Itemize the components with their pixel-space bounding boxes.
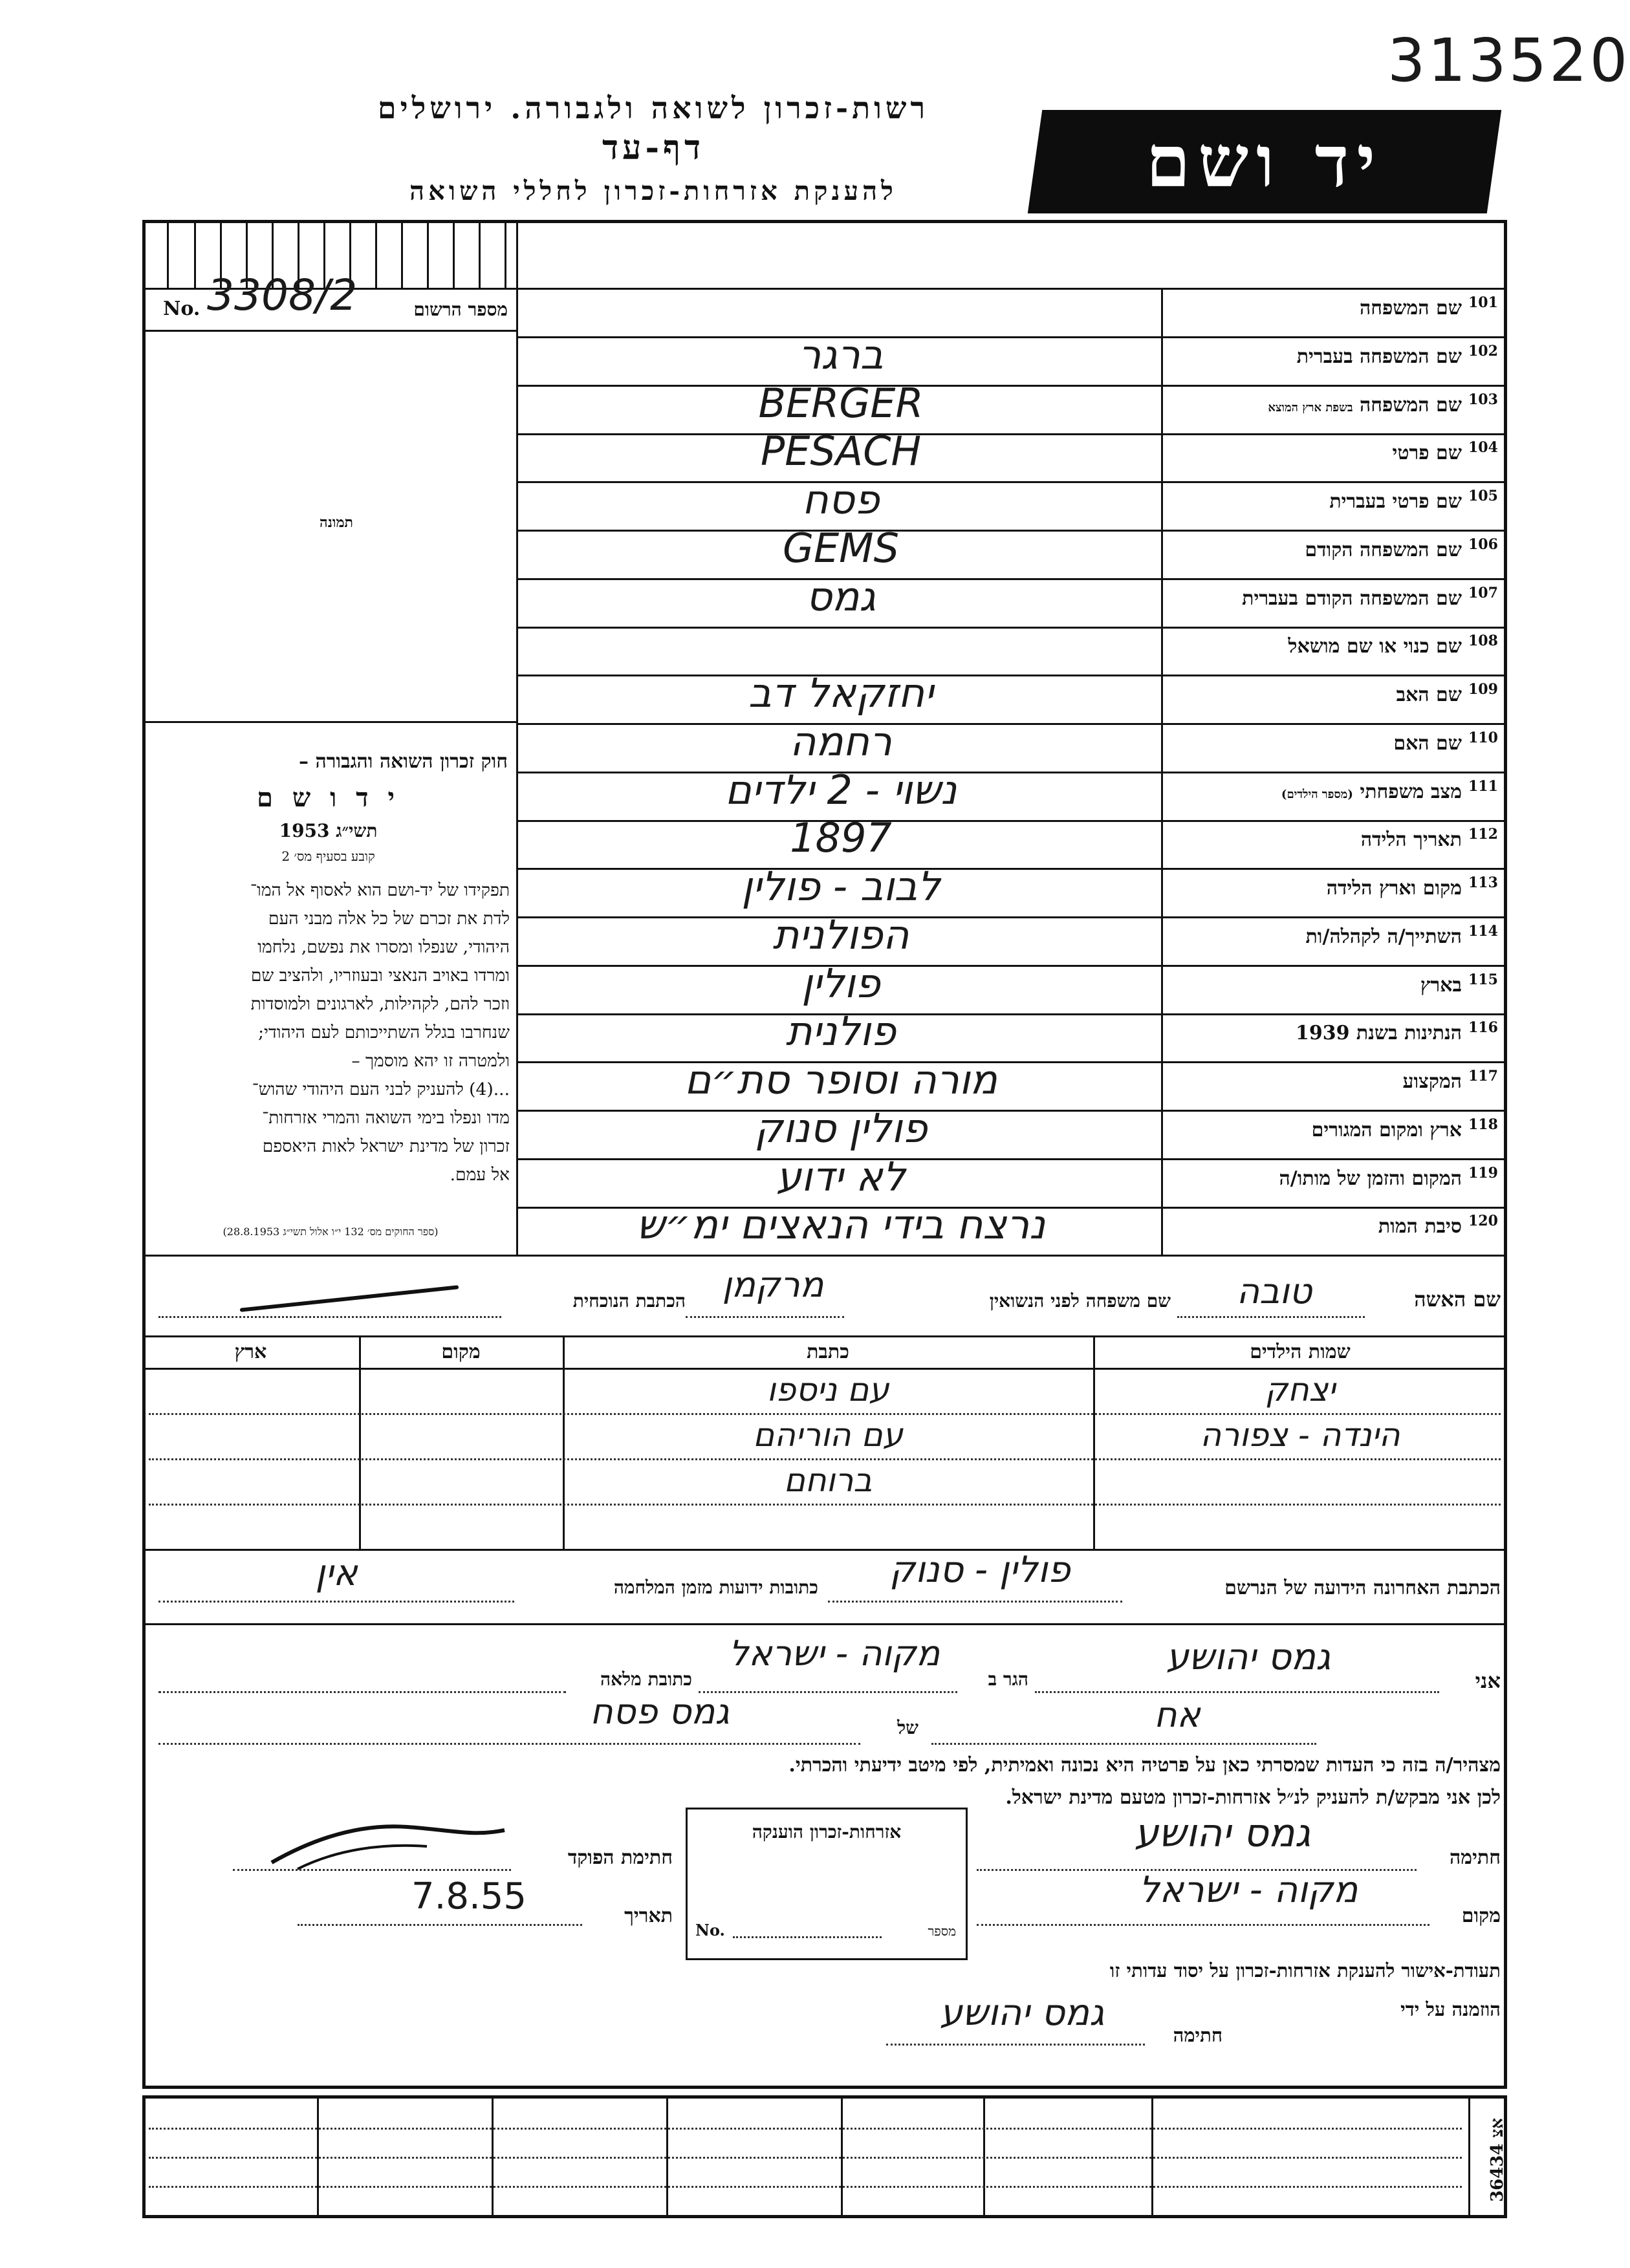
field-label-small: בשפת ארץ המוצא (1268, 401, 1353, 415)
last-address-bottom (142, 1623, 1507, 1625)
official-date-line (298, 1924, 582, 1926)
field-row-line (516, 1255, 1507, 1257)
field-label-text: שם האב (1396, 684, 1462, 706)
of-label: של (897, 1717, 918, 1738)
declarant-place-line (977, 1924, 1429, 1926)
field-value[interactable]: פסח (802, 476, 880, 523)
registration-no-label: No. (163, 297, 201, 320)
field-value[interactable]: 1897 (790, 814, 892, 861)
field-value[interactable]: מורה וסופר סת״ם (684, 1056, 997, 1103)
field-label-text: המקצוע (1402, 1070, 1462, 1093)
strip-cell (194, 220, 196, 288)
full-address-label: כתובת מלאה (600, 1669, 692, 1690)
field-number: 119 (1468, 1165, 1498, 1182)
field-number: 108 (1468, 632, 1498, 649)
field-number: 101 (1468, 294, 1498, 311)
declaration-line-2: לכן אני מבקש/ת להעניק לנ״ל אזרחות-זכרון מטעם מדינת ישראל. (1005, 1786, 1501, 1809)
field-value[interactable]: לא ידוע (776, 1153, 906, 1200)
strip-cell (479, 220, 481, 288)
bottom-dotline (149, 2186, 1462, 2188)
law-line: לדת את זכרם של כל אלה מבני העם (268, 909, 510, 929)
field-value[interactable]: יחזקאל דב (748, 669, 933, 717)
current-address-label: הכתבת הנוכחית (572, 1290, 686, 1312)
field-number: 112 (1468, 826, 1498, 843)
field-value[interactable]: גמס (806, 573, 876, 620)
child-name[interactable]: הינדה - צפורה (1200, 1416, 1400, 1454)
official-signature-scribble (259, 1811, 517, 1882)
field-number: 114 (1468, 923, 1498, 940)
maiden-name[interactable]: מרקמן (722, 1264, 824, 1305)
field-label-text: שם פרטי בעברית (1329, 490, 1462, 513)
field-label (1171, 442, 1462, 464)
page-title: דף-עד (602, 128, 704, 167)
child-row-line (149, 1504, 1501, 1506)
field-value[interactable]: ברגר (798, 331, 884, 378)
child-row-line (149, 1413, 1501, 1415)
declarant-signature[interactable]: גמס יהושע (1134, 1811, 1311, 1856)
bottom-col (1468, 2095, 1470, 2218)
date-label: תאריך (624, 1905, 673, 1927)
field-label-text: שם פרטי (1392, 442, 1462, 464)
citizenship-box (686, 1808, 968, 1960)
law-line: וזכר להם, לקהילות, לארגונים ולמוסדות (250, 994, 510, 1014)
wife-name-line (1177, 1316, 1365, 1318)
child-name[interactable]: יצחק (1265, 1371, 1336, 1409)
relation-line (931, 1743, 1316, 1745)
law-line: אל עמם. (450, 1165, 510, 1185)
field-number: 117 (1468, 1068, 1498, 1085)
strip-cell (401, 220, 403, 288)
declarant-name-line (1035, 1691, 1439, 1693)
children-table-top (142, 1335, 1507, 1337)
field-value[interactable]: לבוב - פולין (741, 863, 940, 910)
field-label-text: בארץ (1420, 974, 1462, 997)
archive-number: 313520 (1387, 26, 1630, 95)
field-label (1171, 781, 1462, 803)
field-label (1171, 1070, 1462, 1093)
field-label (1171, 587, 1462, 610)
field-label (1171, 345, 1462, 368)
law-line: ולמטרה זו יהא מוסמך – (351, 1051, 510, 1071)
certificate-line-1: תעודת-אישור להענקת אזרחות-זכרון על יסוד עדותי זו (1109, 1960, 1501, 1982)
child-address[interactable]: ברוחם (783, 1462, 873, 1499)
certificate-signature-label: חתימה (1173, 2024, 1222, 2046)
wife-label: שם האשה (1414, 1287, 1501, 1312)
law-body (150, 876, 510, 1189)
field-label (1171, 1215, 1462, 1238)
field-label (1171, 974, 1462, 997)
field-number: 110 (1468, 729, 1498, 746)
authority-title: רשות-זכרון לשואה ולגבורה. ירושלים (377, 91, 929, 125)
field-number: 113 (1468, 874, 1498, 891)
declaration-line-1: מצהיר/ה בזה כי העדות שמסרתי כאן על פרטיה היא נכונה ואמיתית, לפי מיטב ידיעתי והכרתי. (788, 1754, 1501, 1777)
declarant-place[interactable]: מקוה - ישראל (1138, 1869, 1358, 1911)
field-label (1171, 732, 1462, 755)
field-label-text: ארץ ומקום המגורים (1311, 1119, 1462, 1141)
strip-cell (453, 220, 455, 288)
field-label-text: המקום והזמן של מותו/ה (1279, 1167, 1462, 1190)
current-address-line (158, 1316, 501, 1318)
field-number: 104 (1468, 439, 1498, 456)
field-label-text: השתייך/ה לקהלה/ות (1305, 925, 1462, 948)
children-col-divider (1093, 1335, 1095, 1549)
field-number: 118 (1468, 1116, 1498, 1133)
child-row-line (149, 1458, 1501, 1460)
law-line: זכרון של מדינת ישראל לאות היאספם (262, 1136, 510, 1156)
war-address-line (158, 1601, 514, 1603)
field-label (1171, 490, 1462, 513)
citizenship-no-label: No. (695, 1921, 725, 1939)
war-address-label: כתובות ידועות מזמן המלחמה (613, 1577, 818, 1598)
children-header-names: שמות הילדים (1250, 1341, 1351, 1363)
law-line: שנחרבו בגלל השתייכותם לעם היהודי; (258, 1022, 510, 1042)
field-number: 105 (1468, 488, 1498, 504)
field-label-text: הנתינות בשנת 1939 (1295, 1022, 1462, 1044)
photo-label: תמונה (320, 514, 353, 531)
field-label-text: שם המשפחה הקודם בעברית (1242, 587, 1462, 610)
law-line: ומרדו באויב הנאצי ובעוזריו, ולהציב שם (250, 966, 510, 986)
war-address[interactable]: אין (315, 1552, 358, 1594)
field-label (1171, 828, 1462, 851)
field-label-text: שם כנוי או שם מושאל (1288, 635, 1462, 658)
child-address[interactable]: עם ניספו (766, 1371, 889, 1409)
citizenship-number-label: מספר (928, 1923, 956, 1939)
field-number: 107 (1468, 585, 1498, 601)
place-label: מקום (1461, 1905, 1501, 1927)
certificate-signature-line (886, 2044, 1145, 2046)
citizenship-box-title: אזרחות-זכרון הוענקה (752, 1821, 902, 1842)
field-value[interactable]: הפולנית (772, 911, 909, 958)
resides-label: הגר ב (988, 1669, 1028, 1690)
field-value[interactable]: BERGER (758, 380, 924, 427)
field-value[interactable]: רחמה (789, 718, 893, 765)
field-label-text: שם האם (1393, 732, 1462, 755)
photo-bottom-line (142, 721, 516, 723)
strip-cell (375, 220, 377, 288)
official-signature-label: חתימת הפוקד (567, 1846, 673, 1869)
declarant-i-label: אני (1475, 1669, 1501, 1693)
field-label-text: מקום וארץ הלידה (1326, 877, 1462, 900)
last-address[interactable]: פולין - סנוק (889, 1549, 1070, 1591)
children-header-country: ארץ (234, 1341, 267, 1363)
field-value[interactable]: פולין סנוק (754, 1105, 928, 1152)
field-value[interactable]: פולנית (785, 1008, 896, 1055)
field-number: 111 (1468, 778, 1498, 795)
field-label (1171, 684, 1462, 706)
field-label (1171, 394, 1462, 416)
children-col-divider (563, 1335, 565, 1549)
field-label-text: שם המשפחה (1359, 297, 1462, 319)
law-clause: קובע בסעיף מס׳ 2 (281, 848, 375, 864)
law-footnote: (ספר החוקים מס׳ 132 י״ו אלול תשי״ג 28.8.1953) (223, 1226, 439, 1238)
field-number: 109 (1468, 681, 1498, 698)
side-code: אצ 36434 (1487, 2118, 1507, 2202)
field-value[interactable]: נשוי - 2 ילדים (724, 766, 957, 814)
field-number: 106 (1468, 536, 1498, 553)
field-value[interactable]: פולין (801, 960, 880, 1007)
child-address[interactable]: עם הוריהם (753, 1416, 903, 1454)
field-label (1171, 635, 1462, 658)
law-year: תשי״ג 1953 (279, 820, 378, 841)
field-label-text: שם המשפחה בעברית (1296, 345, 1462, 368)
field-number: 102 (1468, 343, 1498, 360)
official-signature-line (233, 1869, 511, 1871)
field-label-text: תאריך הלידה (1360, 828, 1462, 851)
children-header-line (142, 1368, 1507, 1370)
declarant-signature-label: חתימה (1450, 1846, 1501, 1869)
field-value[interactable]: GEMS (782, 524, 900, 572)
field-value[interactable]: נרצח בידי הנאצים ימ״ש (636, 1201, 1046, 1248)
field-label (1171, 925, 1462, 948)
certificate-line-2: הוזמנה על ידי (1400, 1998, 1501, 2020)
relation[interactable]: אח (1154, 1694, 1201, 1735)
field-label-text: מצב משפחתי (1360, 781, 1462, 803)
law-line: תפקידו של יד-ושם הוא לאסוף אל המו־ (250, 880, 510, 900)
citizenship-number-line (733, 1936, 882, 1938)
of-line (158, 1743, 860, 1745)
law-line: היהודי, שנפלו ומסרו את נפשם, נלחמו (257, 937, 510, 957)
maiden-name-line (686, 1316, 844, 1318)
declarant-name[interactable]: גמס יהושע (1166, 1636, 1331, 1678)
field-number: 120 (1468, 1213, 1498, 1229)
field-label (1171, 297, 1462, 319)
law-name: י ד ו ש ם (257, 783, 400, 813)
field-number: 116 (1468, 1019, 1498, 1036)
law-line: ...(4) להעניק לבני העם היהודי שהוש־ (252, 1079, 510, 1099)
left-column-divider (516, 220, 518, 1255)
field-label-small: (מספר הילדים) (1281, 788, 1353, 801)
law-line: מדו ונפלו בימי השואה והמרי אזרחות־ (262, 1108, 510, 1128)
law-title: חוק זכרון השואה והגבורה – (299, 750, 508, 773)
bottom-dotline (149, 2128, 1462, 2130)
strip-cell (167, 220, 169, 288)
field-label (1171, 1167, 1462, 1190)
official-date[interactable]: 7.8.55 (411, 1875, 527, 1917)
field-label (1171, 539, 1462, 561)
registration-number: 3308/2 (207, 270, 358, 320)
bottom-dotline (149, 2157, 1462, 2159)
field-row-line (516, 627, 1507, 629)
registration-label: מספר הרשום (413, 299, 508, 320)
children-table-bottom (142, 1549, 1507, 1551)
wife-name[interactable]: טובה (1236, 1271, 1312, 1312)
field-label (1171, 1022, 1462, 1044)
certificate-signature[interactable]: גמס יהושע (939, 1992, 1105, 2034)
last-address-label: הכתבת האחרונה הידועה של הנרשם (1224, 1577, 1501, 1599)
field-label-text: סיבת המות (1378, 1215, 1462, 1238)
logo-text: יד ושם (1146, 120, 1384, 203)
field-label-text: שם המשפחה (1359, 394, 1462, 416)
field-label-text: שם המשפחה הקודם (1305, 539, 1462, 561)
page-subtitle: להענקת אזרחות-זכרון לחללי השואה (409, 176, 897, 206)
maiden-name-label: שם משפחה לפני הנשואין (989, 1290, 1171, 1312)
children-header-address: כתבת (807, 1341, 849, 1363)
field-number: 103 (1468, 391, 1498, 408)
strip-cell (427, 220, 429, 288)
children-col-divider (359, 1335, 361, 1549)
field-label (1171, 877, 1462, 900)
field-value[interactable]: PESACH (760, 427, 922, 475)
of-value[interactable]: גמס פסח (590, 1691, 730, 1732)
registration-underline (142, 330, 516, 332)
resides-in[interactable]: מקוה - ישראל (728, 1633, 940, 1674)
field-label (1171, 1119, 1462, 1141)
strip-cell (505, 220, 506, 288)
children-header-place: מקום (441, 1341, 481, 1363)
yad-vashem-logo (1028, 110, 1501, 213)
field-number: 115 (1468, 971, 1498, 988)
last-address-line (828, 1601, 1122, 1603)
